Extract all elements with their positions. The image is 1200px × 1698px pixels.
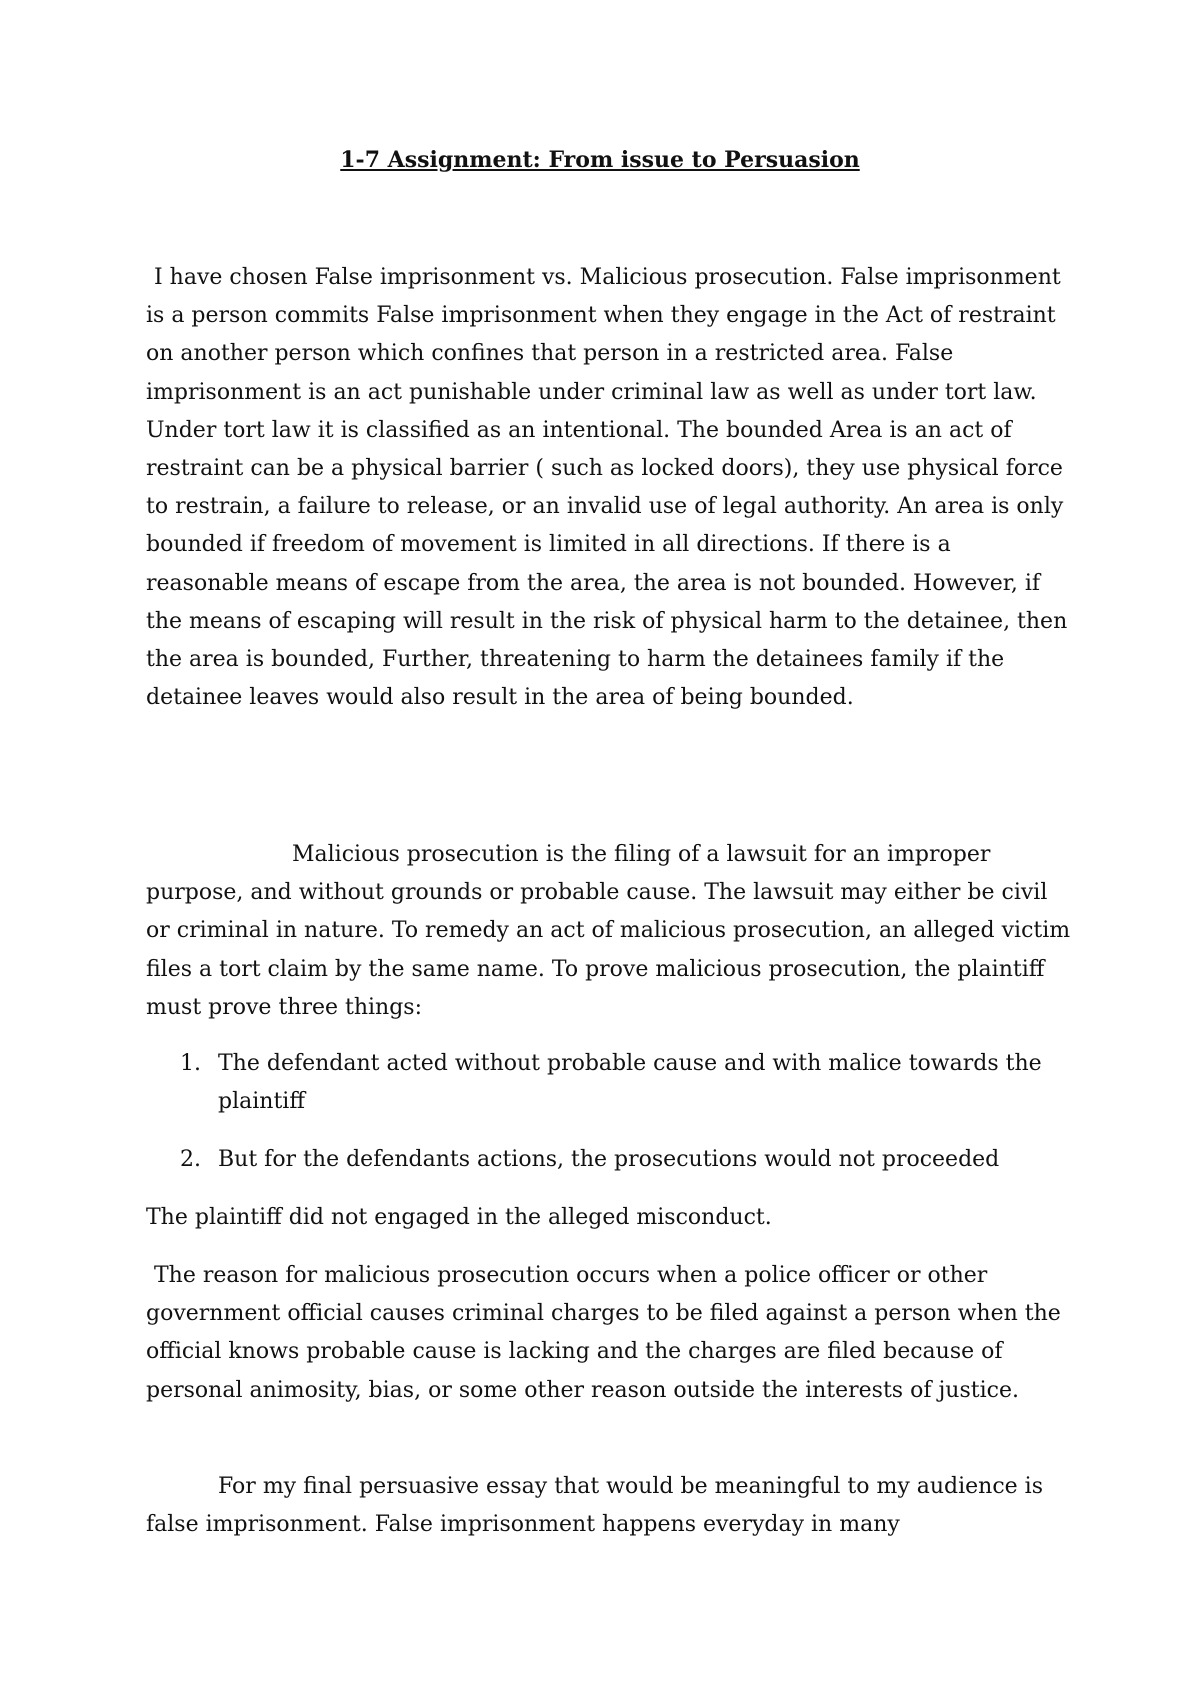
numbered-list: [146, 1045, 1076, 1121]
numbered-list-continued: [146, 1141, 1076, 1179]
paragraph-false-imprisonment: I have chosen False imprisonment vs. Malicious prosecution. False imprisonment is a person commits False imprisonment when they engage in the Act of restraint on another person which confines that person in a restricted area. False imprisonment is an act punishable under criminal law as well as under tort law. Under tort law it is classified as an intentional. The bounded Area is an act of restraint can be a physical barrier ( such as locked doors), they use physical force to restrain, a failure to release, or an invalid use of legal authority. An area is only bounded if freedom of movement is limited in all directions. If there is a reasonable means of escape from the area, the area is not bounded. However, if the means of escaping will result in the risk of physical harm to the detainee, then the area is bounded, Further, threatening to harm the detainees family if the detainee leaves would also result in the area of being bounded.: [146, 265, 1068, 711]
paragraph-plaintiff-misconduct: The plaintiff did not engaged in the alleged misconduct.: [146, 1205, 772, 1230]
list-item: [146, 1141, 1076, 1179]
list-item-text: The defendant acted without probable cause and with malice towards the plaintiff: [218, 1051, 1042, 1115]
paragraph-final-essay: For my final persuasive essay that would be meaningful to my audience is false imprisonment. False imprisonment happens everyday in many: [146, 1474, 1044, 1538]
paragraph-reason: The reason for malicious prosecution occurs when a police officer or other government official causes criminal charges to be filed against a person when the official knows probable cause is lacking and the charges are filed because of personal animosity, bias, or some other reason outside the interests of justice.: [146, 1263, 1061, 1403]
paragraph-malicious-prosecution: Malicious prosecution is the filing of a lawsuit for an improper purpose, and without grounds or probable cause. The lawsuit may either be civil or criminal in nature. To remedy an act of malicious prosecution, an alleged victim files a tort claim by the same name. To prove malicious prosecution, the plaintiff must prove three things:: [146, 842, 1071, 1020]
list-item-number: 2.: [180, 1147, 201, 1172]
list-item-text: But for the defendants actions, the prosecutions would not proceeded: [218, 1147, 1000, 1172]
list-item-number: 1.: [180, 1051, 201, 1076]
list-item: [146, 1045, 1076, 1121]
document-title: 1-7 Assignment: From issue to Persuasion: [340, 147, 860, 173]
